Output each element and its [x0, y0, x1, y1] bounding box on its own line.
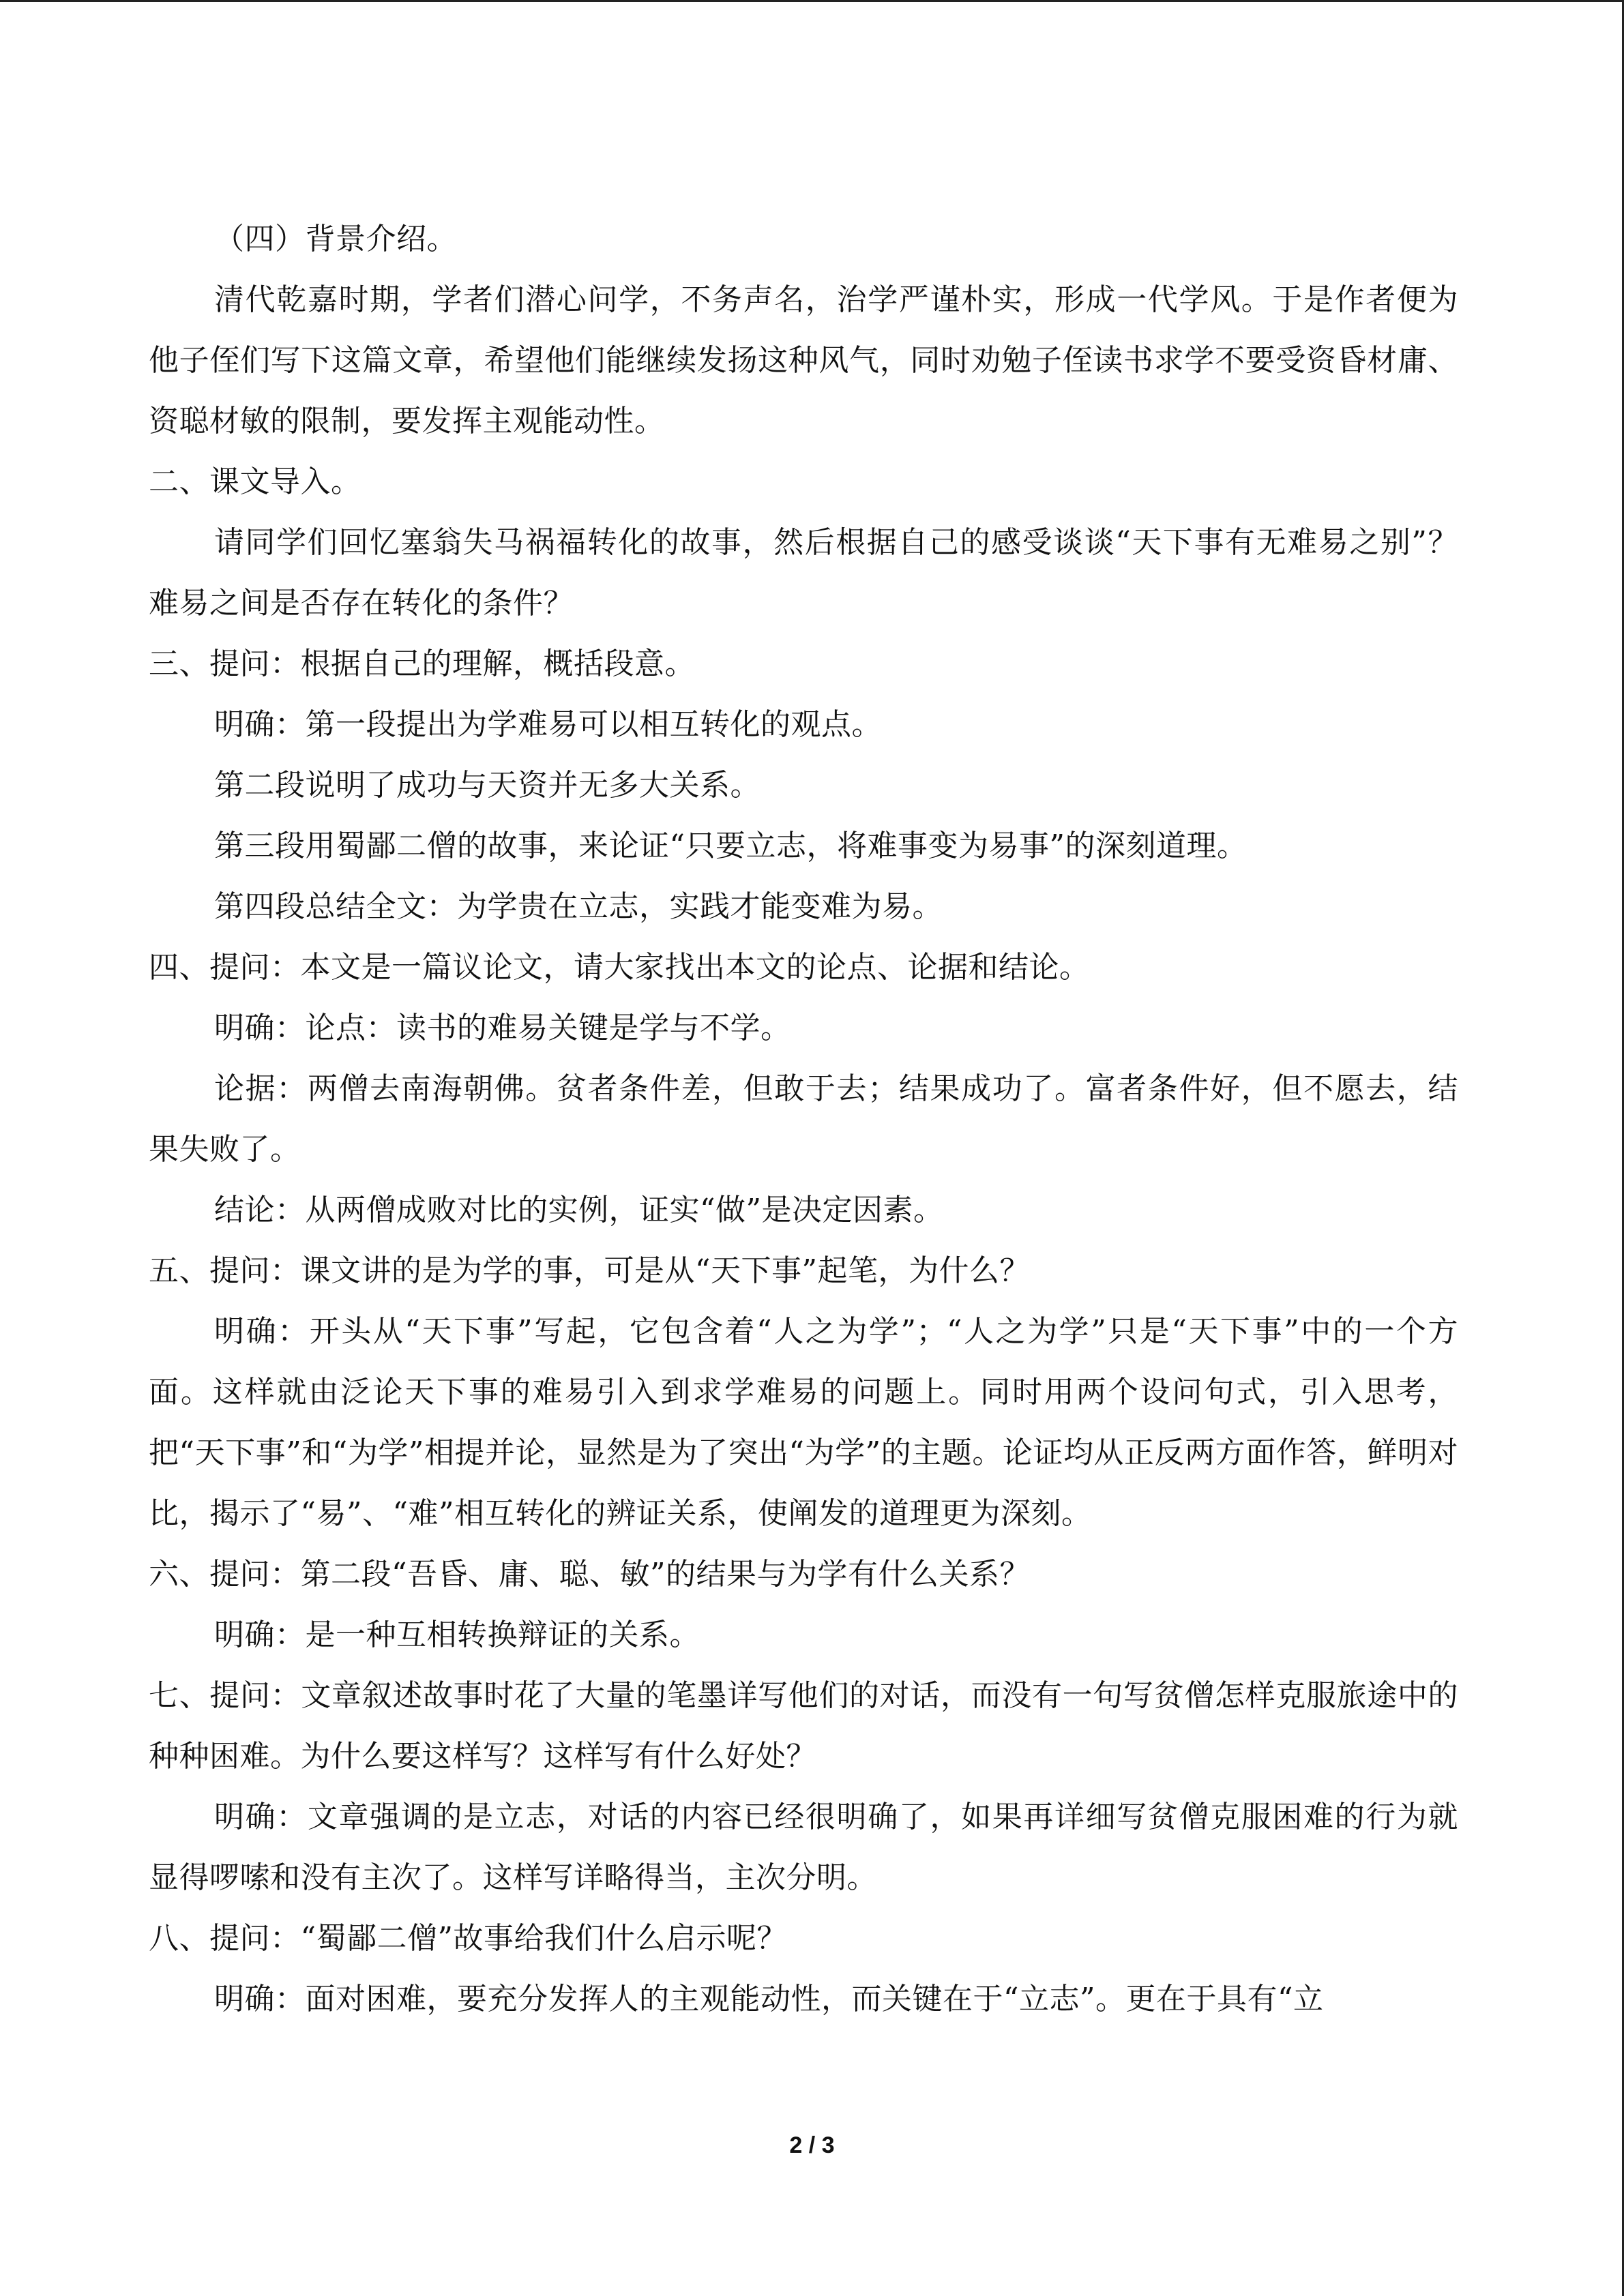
- section-heading-question-7: 七、提问：文章叙述故事时花了大量的笔墨详写他们的对话，而没有一句写贫僧怎样克服旅途中的种种困难。为什么要这样写？这样写有什么好处？: [149, 1678, 1458, 1774]
- paragraph-answer-3-4: 第四段总结全文：为学贵在立志，实践才能变难为易。: [214, 889, 943, 924]
- paragraph-answer-7: 明确：文章强调的是立志，对话的内容已经很明确了，如果再详细写贫僧克服困难的行为就显得啰嗦和没有主次了。这样写详略得当，主次分明。: [149, 1800, 1458, 1895]
- paragraph-answer-6: 明确：是一种互相转换辩证的关系。: [214, 1617, 700, 1652]
- section-heading-question-6: 六、提问：第二段“吾昏、庸、聪、敏”的结果与为学有什么关系？: [149, 1557, 1030, 1592]
- paragraph-background-heading: （四）背景介绍。: [214, 222, 457, 256]
- paragraph-introduction-text: 请同学们回忆塞翁失马祸福转化的故事，然后根据自己的感受谈谈“天下事有无难易之别”？难易之间是否存在转化的条件？: [149, 525, 1458, 621]
- document-body: [149, 209, 1458, 2029]
- paragraph-answer-8: 明确：面对困难，要充分发挥人的主观能动性，而关键在于“立志”。更在于具有“立: [214, 1982, 1324, 2016]
- section-heading-question-3: 三、提问：根据自己的理解，概括段意。: [149, 646, 695, 681]
- section-heading-introduction: 二、课文导入。: [149, 464, 361, 499]
- paragraph-answer-3-3: 第三段用蜀鄙二僧的故事，来论证“只要立志，将难事变为易事”的深刻道理。: [214, 829, 1247, 863]
- paragraph-background-text: 清代乾嘉时期，学者们潜心问学，不务声名，治学严谨朴实，形成一代学风。于是作者便为他子侄们写下这篇文章，希望他们能继续发扬这种风气，同时劝勉子侄读书求学不要受资昏材庸、资聪材敏的限制，要发挥主观能动性。: [149, 282, 1458, 438]
- section-heading-question-8: 八、提问：“蜀鄙二僧”故事给我们什么启示呢？: [149, 1921, 787, 1956]
- section-heading-question-4: 四、提问：本文是一篇议论文，请大家找出本文的论点、论据和结论。: [149, 950, 1090, 985]
- paragraph-answer-4-conclusion: 结论：从两僧成败对比的实例，证实“做”是决定因素。: [214, 1193, 944, 1227]
- paragraph-answer-5: 明确：开头从“天下事”写起，它包含着“人之为学”；“人之为学”只是“天下事”中的一个方面。这样就由泛论天下事的难易引入到求学难易的问题上。同时用两个设问句式，引入思考，把“天下事”和“为学”相提并论，显然是为了突出“为学”的主题。论证均从正反两方面作答，鲜明对比，揭示了“易”、“难”相互转化的辨证关系，使阐发的道理更为深刻。: [149, 1314, 1458, 1531]
- page-number: 2 / 3: [789, 2132, 835, 2158]
- section-heading-question-5: 五、提问：课文讲的是为学的事，可是从“天下事”起笔，为什么？: [149, 1253, 1030, 1288]
- paragraph-answer-3-1: 明确：第一段提出为学难易可以相互转化的观点。: [214, 707, 882, 742]
- paragraph-answer-3-2: 第二段说明了成功与天资并无多大关系。: [214, 768, 761, 803]
- paragraph-answer-4-evidence: 论据：两僧去南海朝佛。贫者条件差，但敢于去；结果成功了。富者条件好，但不愿去，结果失败了。: [149, 1071, 1458, 1167]
- top-border-line: [0, 0, 1624, 2]
- paragraph-answer-4-thesis: 明确：论点：读书的难易关键是学与不学。: [214, 1011, 791, 1045]
